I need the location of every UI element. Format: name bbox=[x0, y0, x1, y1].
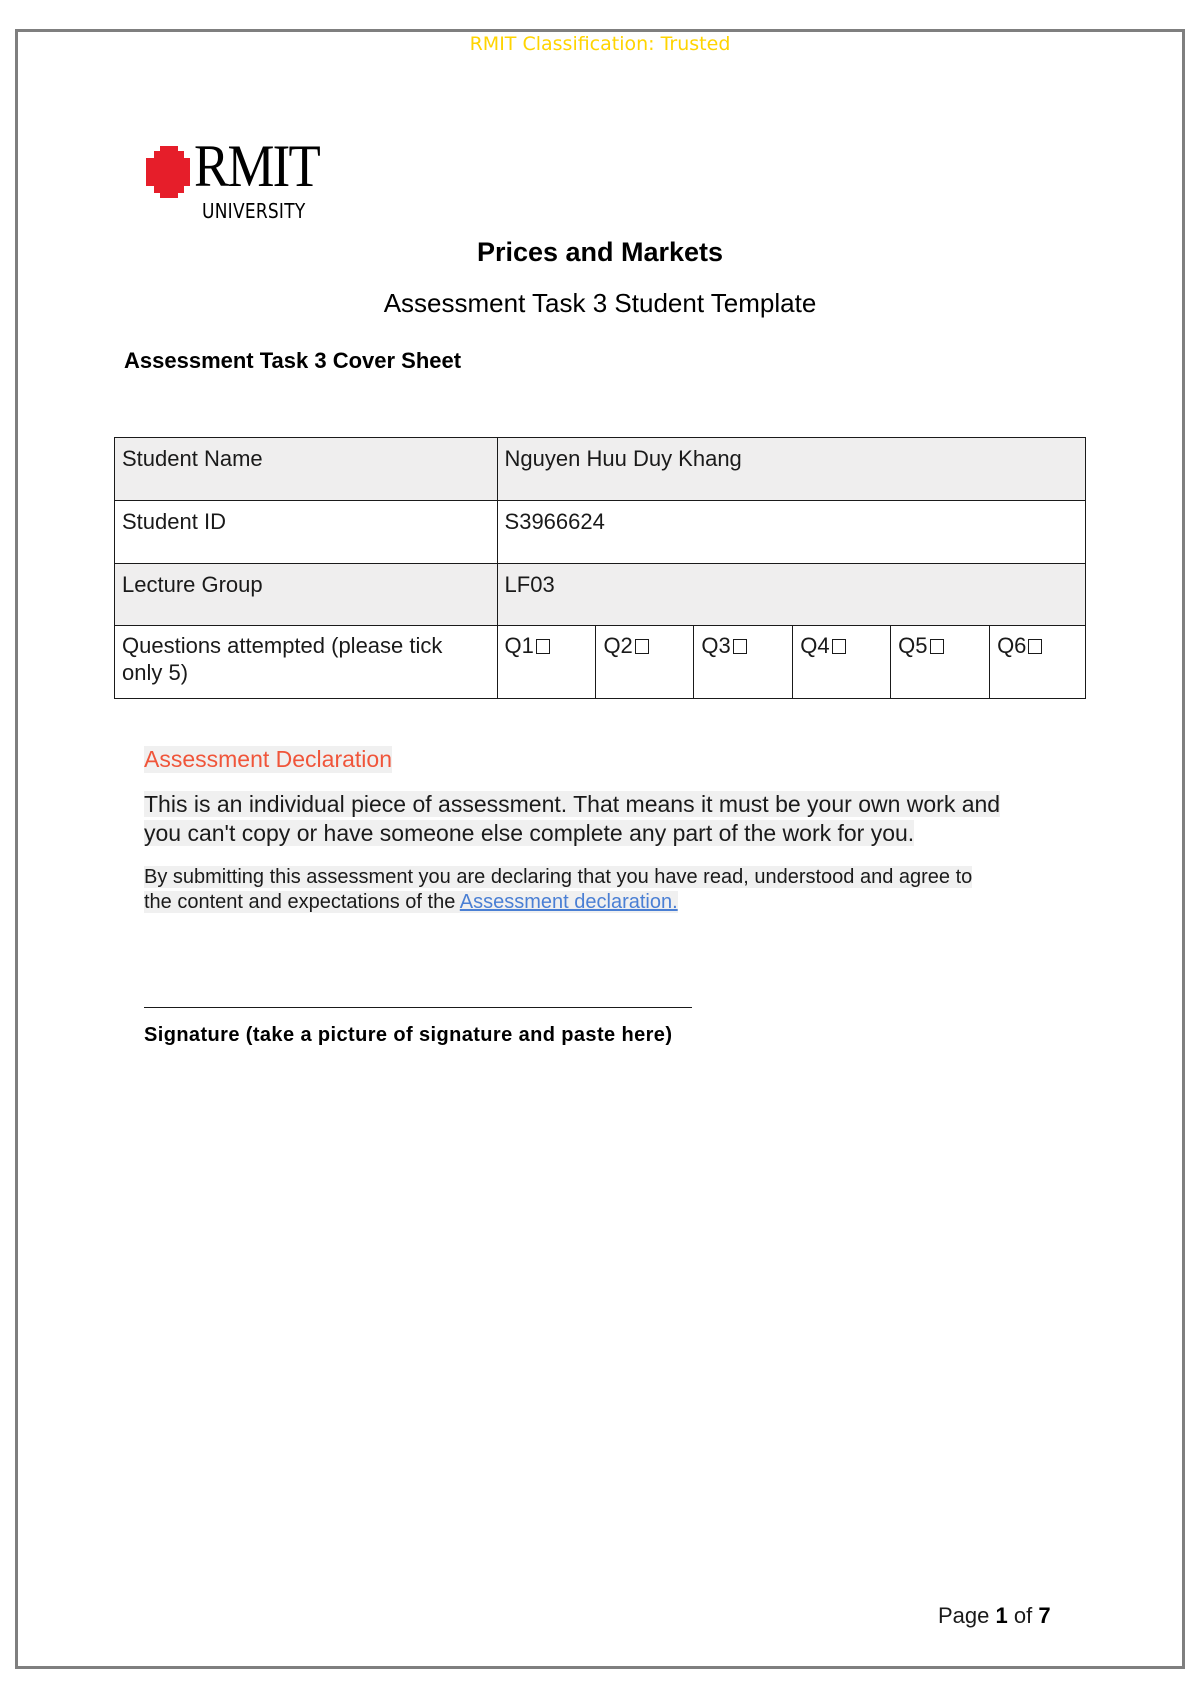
rmit-pixel-icon bbox=[146, 146, 190, 198]
declaration-p2-line2: the content and expectations of the bbox=[144, 891, 460, 913]
logo-subtext: UNIVERSITY bbox=[202, 199, 306, 223]
declaration-p1-line2: you can't copy or have someone else complete any part of the work for you. bbox=[144, 820, 915, 846]
current-page: 1 bbox=[995, 1603, 1008, 1628]
question-cell-q5[interactable] bbox=[891, 626, 990, 699]
question-label-q5: Q5 bbox=[898, 633, 928, 658]
question-cell-q4[interactable] bbox=[793, 626, 891, 699]
document-title: Prices and Markets bbox=[476, 237, 724, 267]
document-subtitle: Assessment Task 3 Student Template bbox=[383, 288, 817, 318]
assessment-declaration-link[interactable]: Assessment declaration. bbox=[459, 891, 678, 913]
question-cell-q6[interactable] bbox=[990, 626, 1086, 699]
declaration-paragraph-1 bbox=[144, 790, 1064, 848]
question-cell-q1[interactable] bbox=[497, 626, 596, 699]
student-info-table bbox=[114, 437, 1086, 699]
questions-label-line2: only 5) bbox=[122, 660, 189, 685]
rmit-logo bbox=[146, 133, 346, 232]
checkbox-q1[interactable] bbox=[536, 639, 550, 654]
signature-line[interactable] bbox=[144, 1007, 692, 1008]
checkbox-q5[interactable] bbox=[930, 639, 944, 654]
logo-wordmark: RMIT bbox=[194, 133, 319, 199]
question-label-q6: Q6 bbox=[997, 633, 1027, 658]
lecture-group-label: Lecture Group bbox=[115, 564, 498, 626]
questions-label-line1: Questions attempted (please tick bbox=[122, 633, 443, 658]
page-number bbox=[938, 1603, 1051, 1629]
question-label-q3: Q3 bbox=[701, 633, 731, 658]
question-cell-q3[interactable] bbox=[694, 626, 793, 699]
page-word: Page bbox=[938, 1603, 990, 1628]
checkbox-q2[interactable] bbox=[635, 639, 649, 654]
question-label-q2: Q2 bbox=[603, 633, 633, 658]
question-label-q4: Q4 bbox=[800, 633, 830, 658]
classification-label: RMIT Classification: Trusted bbox=[469, 33, 731, 55]
declaration-paragraph-2 bbox=[144, 865, 1064, 915]
question-cell-q2[interactable] bbox=[596, 626, 694, 699]
table-row-student-name bbox=[115, 438, 1086, 501]
table-row-student-id bbox=[115, 501, 1086, 564]
student-name-label: Student Name bbox=[115, 438, 498, 501]
declaration-p2-line1: By submitting this assessment you are declaring that you have read, understood and agree to bbox=[144, 866, 973, 888]
table-row-lecture-group bbox=[115, 564, 1086, 626]
checkbox-q3[interactable] bbox=[733, 639, 747, 654]
declaration-p1-line1: This is an individual piece of assessment. That means it must be your own work and bbox=[144, 791, 1001, 817]
page-border bbox=[15, 29, 1185, 1669]
student-id-label: Student ID bbox=[115, 501, 498, 564]
cover-sheet-heading: Assessment Task 3 Cover Sheet bbox=[124, 348, 462, 373]
questions-label bbox=[115, 626, 498, 699]
declaration-heading: Assessment Declaration bbox=[144, 746, 392, 772]
total-pages: 7 bbox=[1038, 1603, 1051, 1628]
of-word: of bbox=[1013, 1603, 1033, 1628]
student-name-value[interactable]: Nguyen Huu Duy Khang bbox=[497, 438, 1085, 501]
table-row-questions bbox=[115, 626, 1086, 699]
question-label-q1: Q1 bbox=[504, 633, 534, 658]
signature-label: Signature (take a picture of signature and paste here) bbox=[144, 1024, 673, 1046]
checkbox-q4[interactable] bbox=[832, 639, 846, 654]
checkbox-q6[interactable] bbox=[1028, 639, 1042, 654]
lecture-group-value[interactable]: LF03 bbox=[497, 564, 1085, 626]
student-id-value[interactable]: S3966624 bbox=[497, 501, 1085, 564]
